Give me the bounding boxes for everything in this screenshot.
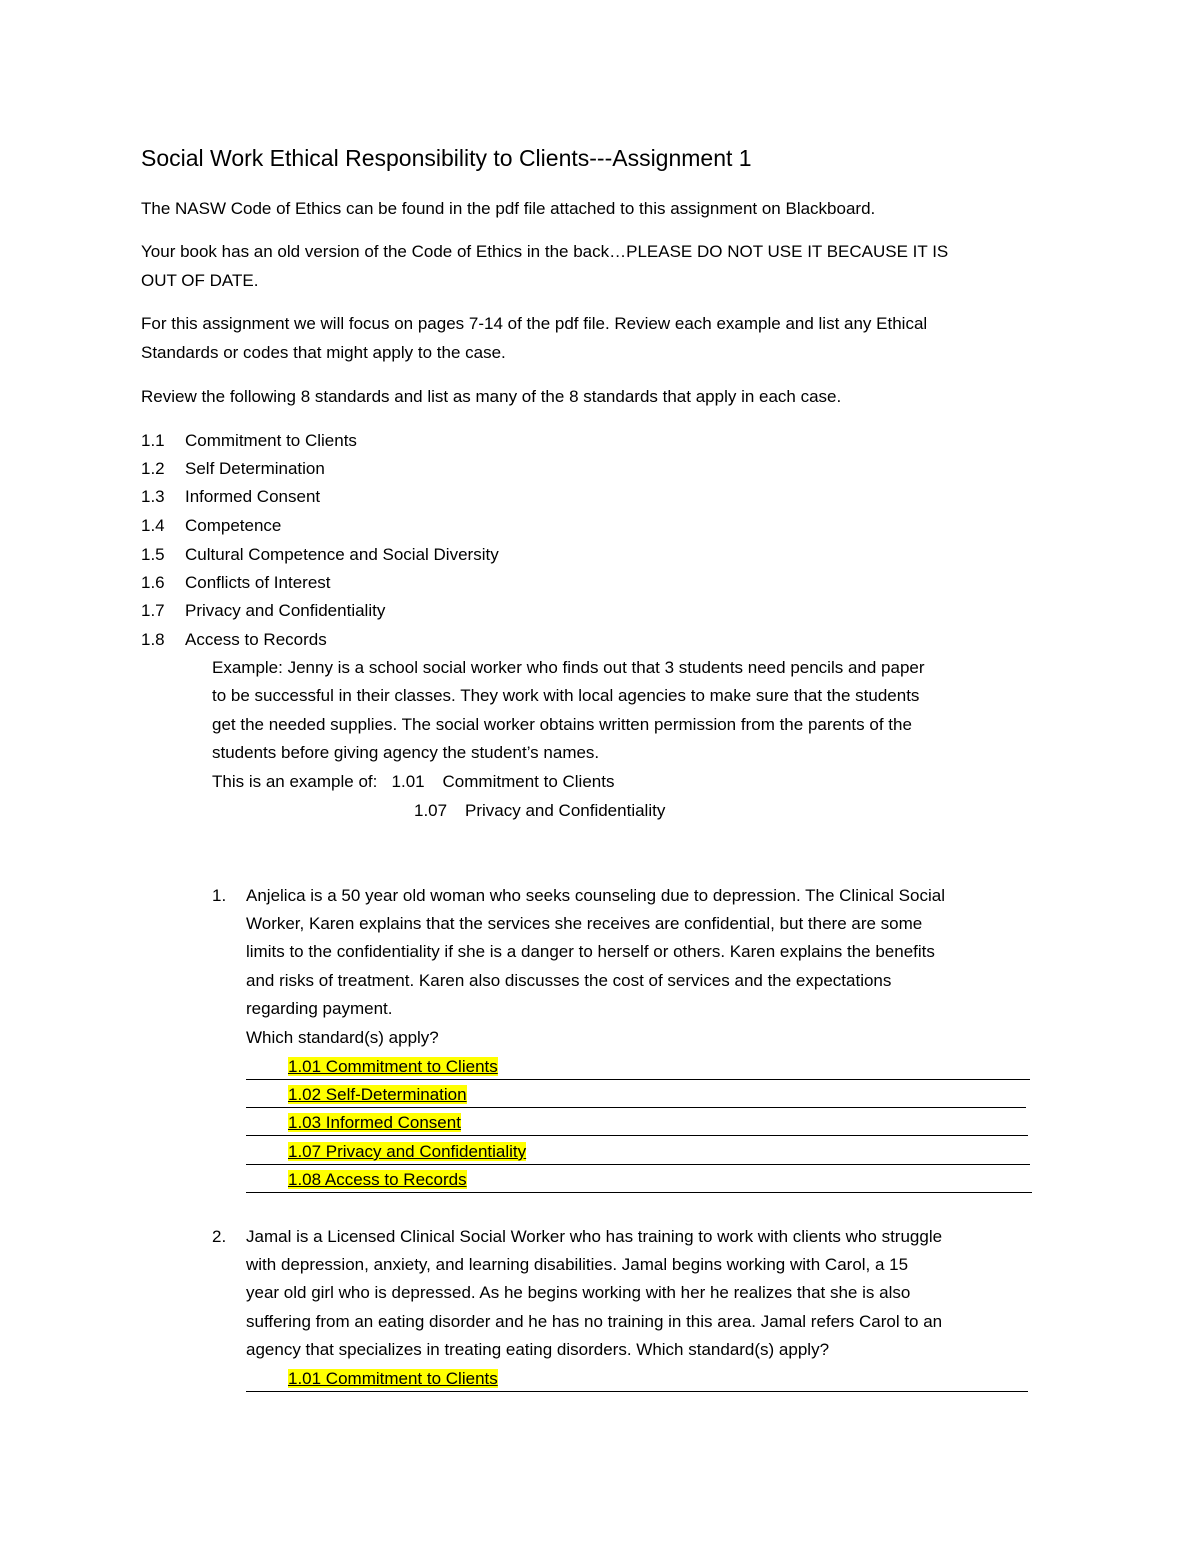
- example-answer-number: 1.01: [391, 772, 425, 791]
- question-line: with depression, anxiety, and learning disabilities. Jamal begins working with Carol, a 15: [246, 1255, 909, 1274]
- example-line: get the needed supplies. The social worker obtains written permission from the parents of the: [212, 715, 912, 734]
- intro-line: Review the following 8 standards and list as many of the 8 standards that apply in each case.: [141, 387, 842, 406]
- standard-item: [141, 427, 357, 456]
- question-number: 2.: [212, 1227, 227, 1246]
- standard-label: Self Determination: [185, 459, 325, 478]
- page-title: Social Work Ethical Responsibility to Clients---Assignment 1: [141, 145, 752, 171]
- example-line: to be successful in their classes. They work with local agencies to make sure that the students: [212, 686, 920, 705]
- answer-line: [246, 1168, 1032, 1193]
- question-line: regarding payment.: [246, 999, 393, 1018]
- question-line: Jamal is a Licensed Clinical Social Worker who has training to work with clients who struggle: [246, 1227, 943, 1246]
- intro-line: The NASW Code of Ethics can be found in the pdf file attached to this assignment on Blackboard.: [141, 199, 876, 218]
- standard-number: 1.3: [141, 487, 165, 506]
- standard-item: [141, 483, 320, 512]
- standard-item: [141, 597, 385, 626]
- intro-line: Standards or codes that might apply to the case.: [141, 343, 506, 362]
- standard-item: [141, 626, 327, 655]
- example-answer-label: Privacy and Confidentiality: [465, 801, 666, 820]
- standard-label: Informed Consent: [185, 487, 321, 506]
- intro-line: Your book has an old version of the Code of Ethics in the back…PLEASE DO NOT USE IT BECAUSE IT IS: [141, 242, 949, 261]
- example-line: students before giving agency the student’s names.: [212, 743, 600, 762]
- standard-item: [141, 569, 331, 598]
- question-line: Anjelica is a 50 year old woman who seeks counseling due to depression. The Clinical Social: [246, 886, 945, 905]
- answer-line: [246, 1055, 1030, 1080]
- standard-label: Cultural Competence and Social Diversity: [185, 545, 499, 564]
- answer-highlight: 1.08 Access to Records: [288, 1170, 467, 1189]
- answer-highlight: 1.02 Self-Determination: [288, 1085, 467, 1104]
- standard-label: Competence: [185, 516, 282, 535]
- answer-highlight: 1.03 Informed Consent: [288, 1113, 461, 1132]
- question-line: limits to the confidentiality if she is a danger to herself or others. Karen explains the benefits: [246, 942, 935, 961]
- standard-item: [141, 541, 499, 570]
- question-line: year old girl who is depressed. As he begins working with her he realizes that she is also: [246, 1283, 911, 1302]
- example-answer-number: 1.07: [414, 801, 448, 820]
- standard-number: 1.6: [141, 573, 165, 592]
- question-line: Worker, Karen explains that the services she receives are confidential, but there are some: [246, 914, 923, 933]
- answer-line: [246, 1083, 1026, 1108]
- standard-number: 1.4: [141, 516, 165, 535]
- example-answer-prefix: This is an example of:: [212, 772, 378, 791]
- standard-number: 1.8: [141, 630, 165, 649]
- standard-number: 1.1: [141, 431, 165, 450]
- standard-number: 1.5: [141, 545, 165, 564]
- standard-number: 1.7: [141, 601, 165, 620]
- example-line: Example: Jenny is a school social worker who finds out that 3 students need pencils and paper: [212, 658, 925, 677]
- answer-highlight: 1.01 Commitment to Clients: [288, 1057, 498, 1076]
- example-answer-line: [212, 768, 614, 797]
- standard-label: Conflicts of Interest: [185, 573, 331, 592]
- example-answer-label: Commitment to Clients: [442, 772, 615, 791]
- standard-label: Commitment to Clients: [185, 431, 357, 450]
- answer-highlight: 1.01 Commitment to Clients: [288, 1369, 498, 1388]
- standard-label: Privacy and Confidentiality: [185, 601, 386, 620]
- answer-line: [246, 1111, 1028, 1136]
- answer-line: [246, 1367, 1028, 1392]
- question-number: 1.: [212, 886, 227, 905]
- question-line: and risks of treatment. Karen also discusses the cost of services and the expectations: [246, 971, 892, 990]
- answer-highlight: 1.07 Privacy and Confidentiality: [288, 1142, 527, 1161]
- intro-line: For this assignment we will focus on pages 7-14 of the pdf file. Review each example and list any Ethical: [141, 314, 928, 333]
- question-line: agency that specializes in treating eating disorders. Which standard(s) apply?: [246, 1340, 830, 1359]
- standard-item: [141, 512, 281, 541]
- example-answer-line: [414, 797, 665, 826]
- standard-item: [141, 455, 325, 484]
- intro-line: OUT OF DATE.: [141, 271, 259, 290]
- standard-label: Access to Records: [185, 630, 327, 649]
- standard-number: 1.2: [141, 459, 165, 478]
- question-line: Which standard(s) apply?: [246, 1028, 439, 1047]
- question-line: suffering from an eating disorder and he has no training in this area. Jamal refers Carol to an: [246, 1312, 943, 1331]
- answer-line: [246, 1140, 1030, 1165]
